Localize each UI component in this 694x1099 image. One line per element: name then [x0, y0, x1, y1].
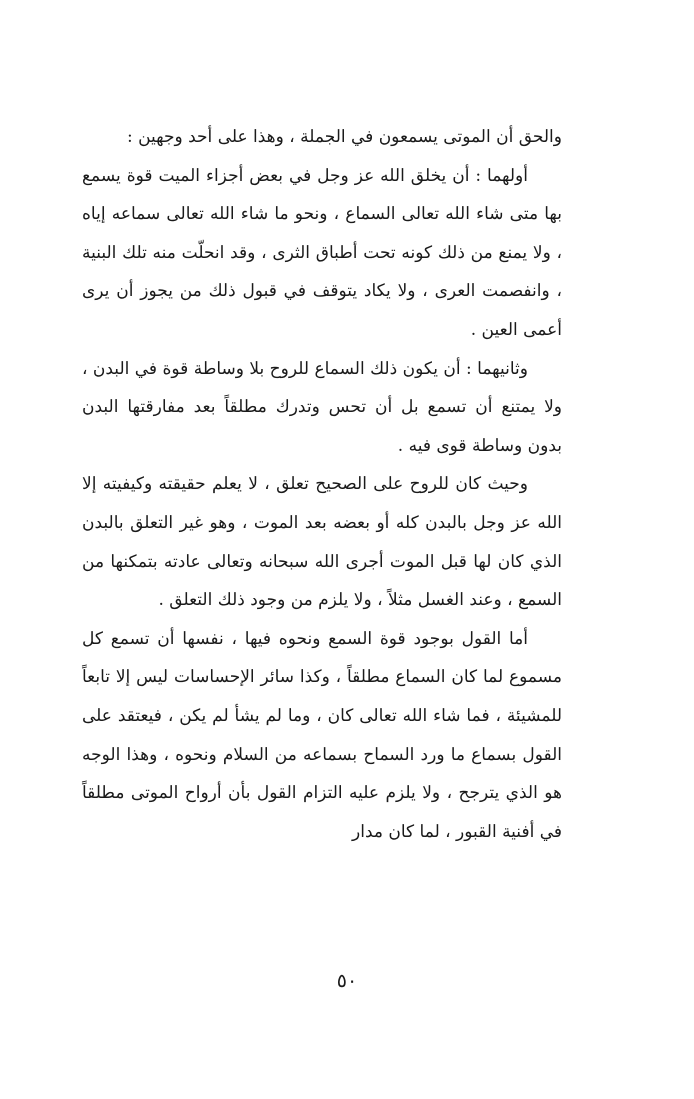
paragraph-2: أولهما : أن يخلق الله عز وجل في بعض أجزاء الميت قوة يسمع بها متى شاء الله تعالى السماع ، ونحو ما شاء الله تعالى سماعه إياه ، ولا يمنع من ذلك كونه تحت أطباق الثرى ، وقد انحلّت منه تلك البنية ، وانفصمت العرى ، ولا يكاد يتوقف في قبول ذلك من يجوز أن يرى أعمى العين . — [82, 165, 562, 340]
page-number: ٥٠ — [336, 970, 358, 992]
paragraph-4: وحيث كان للروح على الصحيح تعلق ، لا يعلم حقيقته وكيفيته إلا الله عز وجل بالبدن كله أو بعضه بعد الموت ، وهو غير التعلق بالبدن الذي كان لها قبل الموت أجرى الله سبحانه وتعالى عادته بتمكنها من السمع ، وعند الغسل مثلاً ، ولا يلزم من وجود ذلك التعلق . — [82, 474, 562, 611]
paragraph-5: أما القول بوجود قوة السمع ونحوه فيها ، نفسها أن تسمع كل مسموع لما كان السماع مطلقاً ، وكذا سائر الإحساسات ليس إلا تابعاً للمشيئة ، فما شاء الله تعالى كان ، وما لم يشأ لم يكن ، فيعتقد على القول بسماع ما ورد السماح بسماعه من السلام ونحوه ، وهذا الوجه هو الذي يترجح ، ولا يلزم عليه التزام القول بأن أرواح الموتى مطلقاً في أفنية القبور ، لما كان مدار — [82, 628, 562, 842]
paragraph-3: وثانيهما : أن يكون ذلك السماع للروح بلا وساطة قوة في البدن ، ولا يمتنع أن تسمع بل أن تحس وتدرك مطلقاً بعد مفارقتها البدن بدون وساطة قوى فيه . — [82, 358, 562, 456]
body-text — [82, 118, 562, 851]
paragraph-1: والحق أن الموتى يسمعون في الجملة ، وهذا على أحد وجهين : — [126, 127, 562, 147]
